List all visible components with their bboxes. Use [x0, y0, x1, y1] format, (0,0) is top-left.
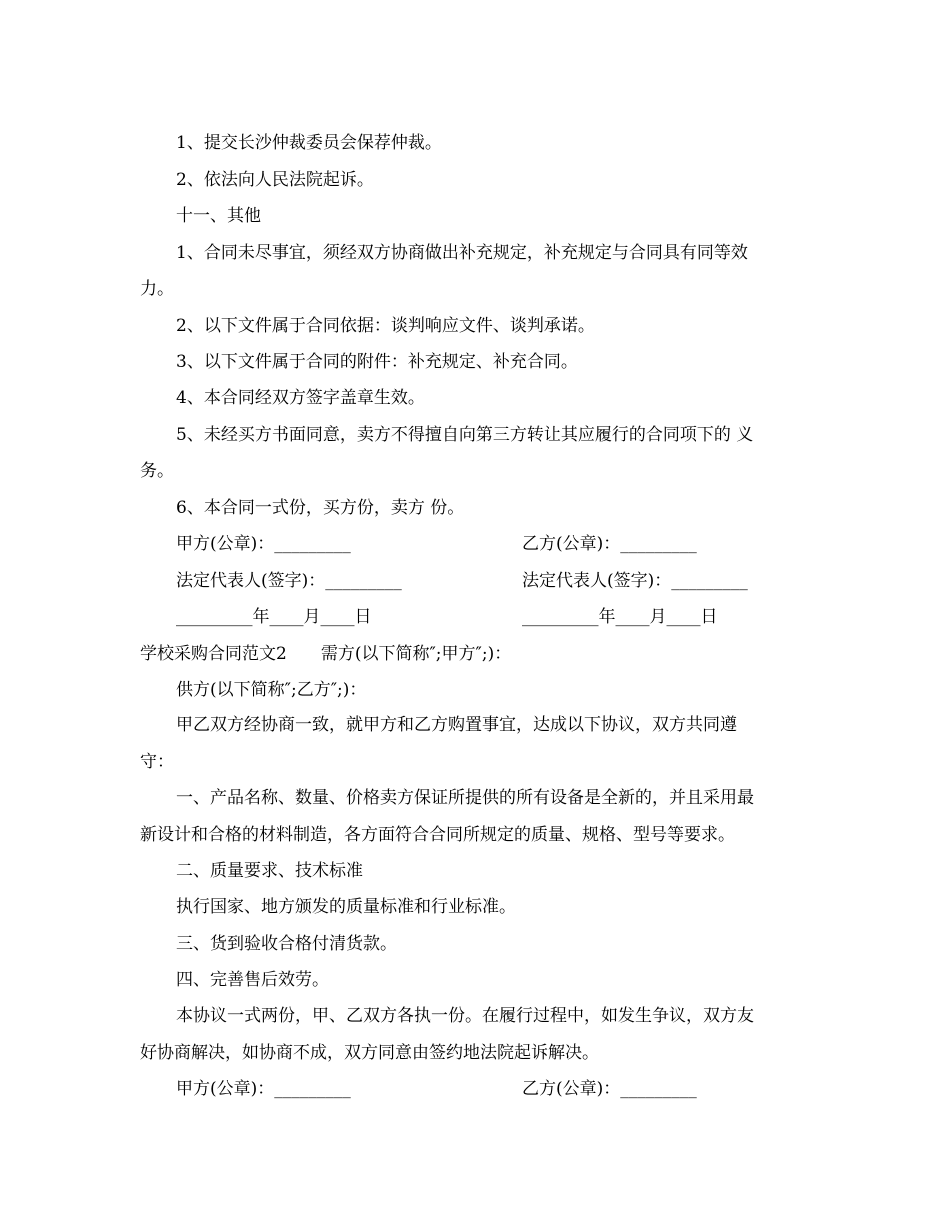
- paragraph: 本协议一式两份，甲、乙双方各执一份。在履行过程中，如发生争议，双方友: [176, 1006, 754, 1026]
- party-b-date: _________年____月____日: [522, 607, 718, 627]
- section-heading: 二、质量要求、技术标准: [176, 861, 363, 881]
- paragraph: 1、提交长沙仲裁委员会保荐仲裁。: [176, 133, 442, 153]
- paragraph: 2、以下文件属于合同依据：谈判响应文件、谈判承诺。: [176, 316, 595, 336]
- paragraph: 1、合同未尽事宜，须经双方协商做出补充规定，补充规定与合同具有同等效: [176, 243, 748, 263]
- party-b-seal: 乙方(公章)：_________: [522, 1079, 697, 1099]
- paragraph: 2、依法向人民法院起诉。: [176, 170, 374, 190]
- paragraph: 5、未经买方书面同意，卖方不得擅自向第三方转让其应履行的合同项下的 义: [176, 425, 754, 445]
- paragraph-continuation: 新设计和合格的材料制造，各方面符合合同所规定的质量、规格、型号等要求。: [140, 825, 735, 845]
- paragraph: 6、本合同一式份，买方份，卖方 份。: [176, 498, 465, 518]
- paragraph-continuation: 守：: [140, 752, 174, 772]
- paragraph: 4、本合同经双方签字盖章生效。: [176, 388, 425, 408]
- paragraph: 一、产品名称、数量、价格卖方保证所提供的所有设备是全新的，并且采用最: [176, 788, 754, 808]
- paragraph-continuation: 务。: [140, 461, 174, 481]
- party-b-representative: 法定代表人(签字)：_________: [522, 571, 748, 591]
- paragraph: 执行国家、地方颁发的质量标准和行业标准。: [176, 897, 516, 917]
- section-heading: 十一、其他: [176, 206, 261, 226]
- section-heading: 四、完善售后效劳。: [176, 970, 329, 990]
- paragraph-continuation: 好协商解决，如协商不成，双方同意由签约地法院起诉解决。: [140, 1043, 599, 1063]
- party-b-seal: 乙方(公章)：_________: [522, 534, 697, 554]
- party-a-date: _________年____月____日: [176, 607, 372, 627]
- party-a-seal: 甲方(公章)：_________: [176, 534, 351, 554]
- paragraph: 供方(以下简称″;乙方″;)：: [176, 680, 367, 700]
- party-a-representative: 法定代表人(签字)：_________: [176, 571, 402, 591]
- paragraph: 3、以下文件属于合同的附件：补充规定、补充合同。: [176, 352, 578, 372]
- paragraph: 甲乙双方经协商一致，就甲方和乙方购置事宜，达成以下协议，双方共同遵: [176, 715, 737, 735]
- contract-title-line: 学校采购合同范文2 需方(以下简称″;甲方″;)：: [140, 644, 512, 664]
- party-a-seal: 甲方(公章)：_________: [176, 1079, 351, 1099]
- section-heading: 三、货到验收合格付清货款。: [176, 934, 397, 954]
- paragraph-continuation: 力。: [140, 279, 174, 299]
